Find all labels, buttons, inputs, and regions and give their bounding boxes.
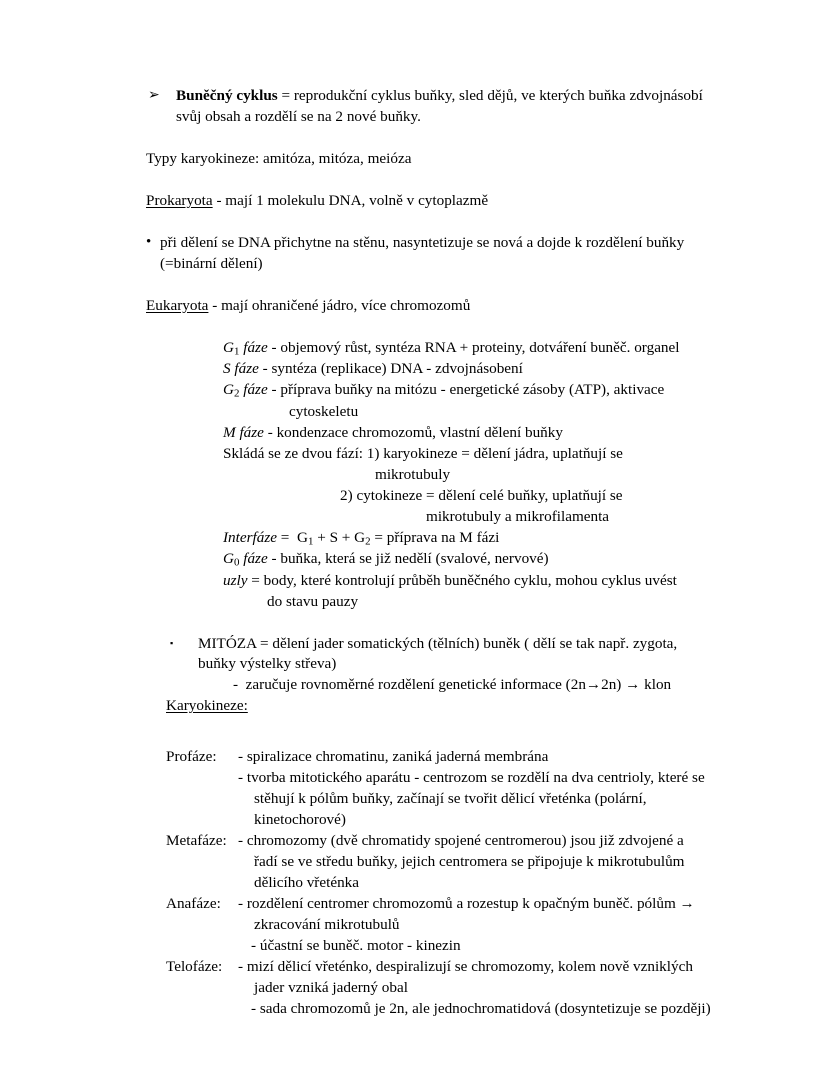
arrow-bullet-icon: ➢	[148, 88, 160, 103]
phase-g0-subscript: 0	[233, 556, 240, 569]
phase-g1-subscript: 1	[233, 345, 240, 358]
phase-g0-label: $G_0$ fáze	[223, 550, 268, 569]
mitosis-line-2: buňky výstelky střeva)	[198, 655, 337, 673]
prokaryota-bullet-line-1: při dělení se DNA přichytne na stěnu, nasyntetizuje se nová a dojde k rozdělení buňky	[160, 233, 685, 251]
phase-m-text: - kondenzace chromozomů, vlastní dělení buňky	[263, 423, 563, 441]
uzly-continuation: do stavu pauzy	[267, 592, 359, 610]
cell-cycle-phases-block	[223, 338, 746, 613]
phase-description-line: - chromozomy (dvě chromatidy spojené centromerou) jsou již zdvojené a	[238, 832, 684, 850]
phase-g2-text: - příprava buňky na mitózu - energetické zásoby (ATP), aktivace	[267, 381, 665, 399]
spacer	[146, 170, 746, 191]
phase-m-line	[223, 423, 746, 444]
phase-description-line: - sada chromozomů je 2n, ale jednochromatidová (dosyntetizuje se později)	[251, 1000, 711, 1017]
lead-definition-item	[146, 86, 746, 128]
interfaze-subscript-1: 1	[307, 534, 314, 547]
phase-description-line: - rozdělení centromer chromozomů a rozestup k opačným buněč. pólům →	[238, 895, 695, 913]
mitosis-line-1: MITÓZA = dělení jader somatických (tělních) buněk ( dělí se tak např. zygota,	[198, 634, 678, 652]
karyokineze-phase-list	[166, 747, 746, 1020]
phase-g0-line	[223, 549, 746, 571]
interfaze-label: Interfáze	[223, 528, 277, 546]
spacer	[146, 317, 746, 338]
phase-g1-label: $G_1$ fáze	[223, 338, 268, 358]
phase-description	[238, 894, 746, 957]
phase-g1-text: - objemový růst, syntéza RNA + proteiny, dotváření buněč. organel	[267, 338, 680, 356]
phase-description-line: dělicího vřeténka	[254, 874, 359, 892]
eukaryota-heading-line	[146, 296, 746, 317]
phase-s-label: S fáze	[223, 360, 259, 378]
phase-s-text: - syntéza (replikace) DNA - zdvojnásobení	[258, 360, 523, 378]
spacer	[146, 613, 746, 634]
phase-description-line: - mizí dělicí vřeténko, despiralizují se chromozomy, kolem nově vzniklých	[238, 958, 693, 976]
karyokinesis-types-line: Typy karyokineze: amitóza, mitóza, meióza	[146, 149, 412, 167]
karyokineze-row	[166, 747, 746, 831]
phase-description-line: zkracování mikrotubulů	[254, 916, 400, 934]
lead-definition-line-1	[176, 86, 746, 107]
phase-description-line: kinetochorové)	[254, 811, 346, 829]
phase-description-line: - účastní se buněč. motor - kinezin	[251, 937, 461, 955]
phase-g0-text: - buňka, která se již nedělí (svalové, nervové)	[267, 550, 549, 568]
phase-name: Metafáze:	[166, 832, 227, 850]
phase-g2-continuation: cytoskeletu	[289, 402, 359, 420]
uzly-text: = body, které kontrolují průběh buněčného cyklu, mohou cyklus uvést	[247, 571, 677, 589]
spacer	[146, 212, 746, 233]
phase-g1-line	[223, 338, 746, 360]
spacer	[146, 717, 746, 738]
round-bullet-icon: •	[146, 233, 152, 250]
prokaryota-text: - mají 1 molekulu DNA, volně v cytoplazmě	[212, 191, 489, 209]
phase-name: Anafáze:	[166, 895, 221, 913]
uzly-label: uzly	[223, 571, 248, 589]
phase-description-line: - spiralizace chromatinu, zaniká jaderná membrána	[238, 748, 549, 766]
document-body	[146, 86, 746, 1020]
mphase-composition-line-2: 2) cytokineze = dělení celé buňky, uplatňují se	[340, 486, 623, 504]
square-bullet-icon: ▪	[170, 637, 174, 648]
phase-g2-subscript: 2	[233, 387, 240, 400]
phase-description-line: jader vzniká jaderný obal	[254, 979, 408, 997]
prokaryota-bullet-line-2: (=binární dělení)	[160, 254, 263, 272]
eukaryota-text: - mají ohraničené jádro, více chromozomů	[208, 296, 471, 314]
spacer	[146, 128, 746, 149]
phase-g2-line	[223, 380, 746, 402]
phase-name: Profáze:	[166, 748, 217, 766]
phase-m-label: M fáze	[223, 423, 264, 441]
phase-g2-label: $G_2$ fáze	[223, 381, 268, 400]
phase-description	[238, 957, 746, 1020]
karyokineze-row	[166, 957, 746, 1020]
karyokineze-row	[166, 894, 746, 957]
eukaryota-heading: Eukaryota	[146, 296, 209, 314]
phase-s-line	[223, 359, 746, 380]
interfaze-text-b: + S + G	[313, 528, 366, 546]
phase-description	[238, 831, 746, 894]
phase-description-line: - tvorba mitotického aparátu - centrozom se rozdělí na dva centrioly, které se	[238, 769, 705, 787]
lead-term: Buněčný cyklus	[176, 87, 278, 104]
mphase-composition-cont-2: mikrotubuly a mikrofilamenta	[426, 507, 610, 525]
spacer	[146, 738, 746, 747]
karyokineze-section-heading: Karyokineze:	[166, 697, 248, 715]
uzly-line	[223, 571, 746, 592]
lead-definition-line-2: svůj obsah a rozdělí se na 2 nové buňky.	[176, 107, 421, 125]
mphase-composition-cont-1: mikrotubuly	[375, 465, 451, 483]
prokaryota-heading: Prokaryota	[146, 191, 213, 209]
interfaze-text-c: = příprava na M fázi	[370, 528, 500, 546]
lead-definition-text: = reprodukční cyklus buňky, sled dějů, ve kterých buňka zdvojnásobí	[277, 87, 703, 104]
mphase-composition-line-1: Skládá se ze dvou fází: 1) karyokineze = dělení jádra, uplatňují se	[223, 444, 623, 462]
karyokineze-section-heading-line	[166, 696, 746, 717]
mitosis-bullet-item	[170, 634, 746, 697]
phase-name: Telofáze:	[166, 958, 223, 976]
mitosis-line-3: - zaručuje rovnoměrné rozdělení genetické informace (2n→2n) → klon	[233, 676, 672, 694]
interfaze-subscript-2: 2	[365, 534, 371, 547]
prokaryota-bullet-item	[146, 233, 746, 275]
phase-description	[238, 747, 746, 831]
interfaze-line	[223, 528, 746, 550]
spacer	[146, 275, 746, 296]
prokaryota-heading-line	[146, 191, 746, 212]
karyokineze-row	[166, 831, 746, 894]
phase-description-line: stěhují k pólům buňky, začínají se tvořit dělicí vřeténka (polární,	[254, 790, 647, 808]
interfaze-text-a: = G	[277, 528, 308, 546]
phase-description-line: řadí se ve středu buňky, jejich centromera se připojuje k mikrotubulům	[254, 853, 685, 871]
